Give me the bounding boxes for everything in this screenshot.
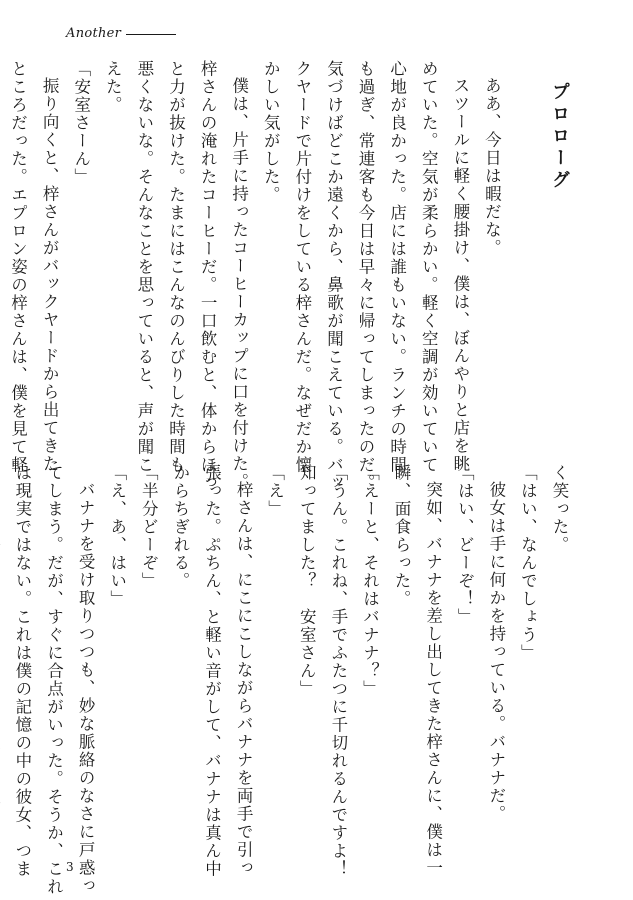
text-line: スツールに軽く腰掛け、僕は、ぼんやりと店を眺 [450, 76, 470, 473]
text-line: えた。 [103, 60, 123, 114]
text-line: ところだった。エプロン姿の梓さんは、僕を見て軽 [8, 60, 28, 474]
text-line: 振り向くと、梓さんがバックヤードから出てきた [40, 76, 60, 473]
text-line: も過ぎ、常連客も今日は早々に帰ってしまったのだ。 [356, 60, 376, 492]
text-line: 僕は、片手に持ったコーヒーカップに口を付けた。 [229, 76, 249, 491]
text-line: は現実ではない。これは僕の記憶の中の彼女、つま [12, 464, 32, 878]
chapter-title: プロローグ [549, 82, 570, 192]
text-line: 「はい、なんでしょう」 [518, 464, 538, 662]
text-line: 梓さんの淹れたコーヒーだ。一口飲むと、体からほっ [198, 60, 218, 492]
text-line: 「半分どーぞ」 [139, 464, 159, 590]
text-line: 「うん。これね、手でふたつに千切れるんですよ！ [328, 464, 348, 878]
text-line: 「えーと、それはバナナ？」 [360, 464, 380, 698]
text-line: 突如、バナナを差し出してきた梓さんに、僕は一 [423, 480, 443, 877]
header-rule [126, 34, 176, 35]
lower-text-block [12, 464, 575, 896]
text-line: クヤードで片付けをしている梓さんだ。なぜだか懐 [292, 60, 312, 474]
text-line: 気づけばどこか遠くから、鼻歌が聞こえている。バッ [324, 60, 344, 492]
text-line: く笑った。 [550, 464, 569, 554]
running-header-title: Another [66, 26, 122, 41]
text-line: 知ってました？ 安室さん」 [297, 464, 317, 698]
text-line: 瞬、面食らった。 [392, 464, 412, 608]
text-line: 彼女は手に何かを持っている。バナナだ。 [486, 480, 506, 823]
text-line: かしい気がした。 [261, 60, 281, 204]
text-line: 「え、あ、はい」 [107, 464, 127, 608]
text-line: 「安室さーん」 [71, 60, 91, 186]
text-line: 「はい、どーぞ！」 [455, 464, 475, 626]
text-line: 「え」 [265, 464, 285, 518]
text-line: バナナを受け取りつつも、妙な脈絡のなさに戸惑っ [76, 480, 96, 895]
text-line: 悪くないな。そんなことを思っていると、声が聞こ [134, 60, 154, 474]
upper-text-block [8, 60, 575, 492]
text-line: ああ、今日は暇だな。 [482, 76, 502, 257]
running-header [66, 26, 176, 41]
text-line: 心地が良かった。店には誰もいない。ランチの時間 [387, 60, 407, 474]
text-line: と力が抜けた。たまにはこんなのんびりした時間も [166, 60, 186, 474]
text-line: 梓さんは、にこにこしながらバナナを両手で引っ [234, 480, 254, 877]
page-number: 3 [66, 860, 74, 874]
text-line: てしまう。だが、すぐに合点がいった。そうか、これ [44, 464, 64, 896]
text-line: めていた。空気が柔らかい。軽く空調が効いていて [419, 60, 439, 474]
text-line [0, 464, 6, 849]
text-line: 張った。ぷちん、と軽い音がして、バナナは真ん中 [202, 464, 222, 878]
text-line: からちぎれる。 [170, 464, 190, 590]
